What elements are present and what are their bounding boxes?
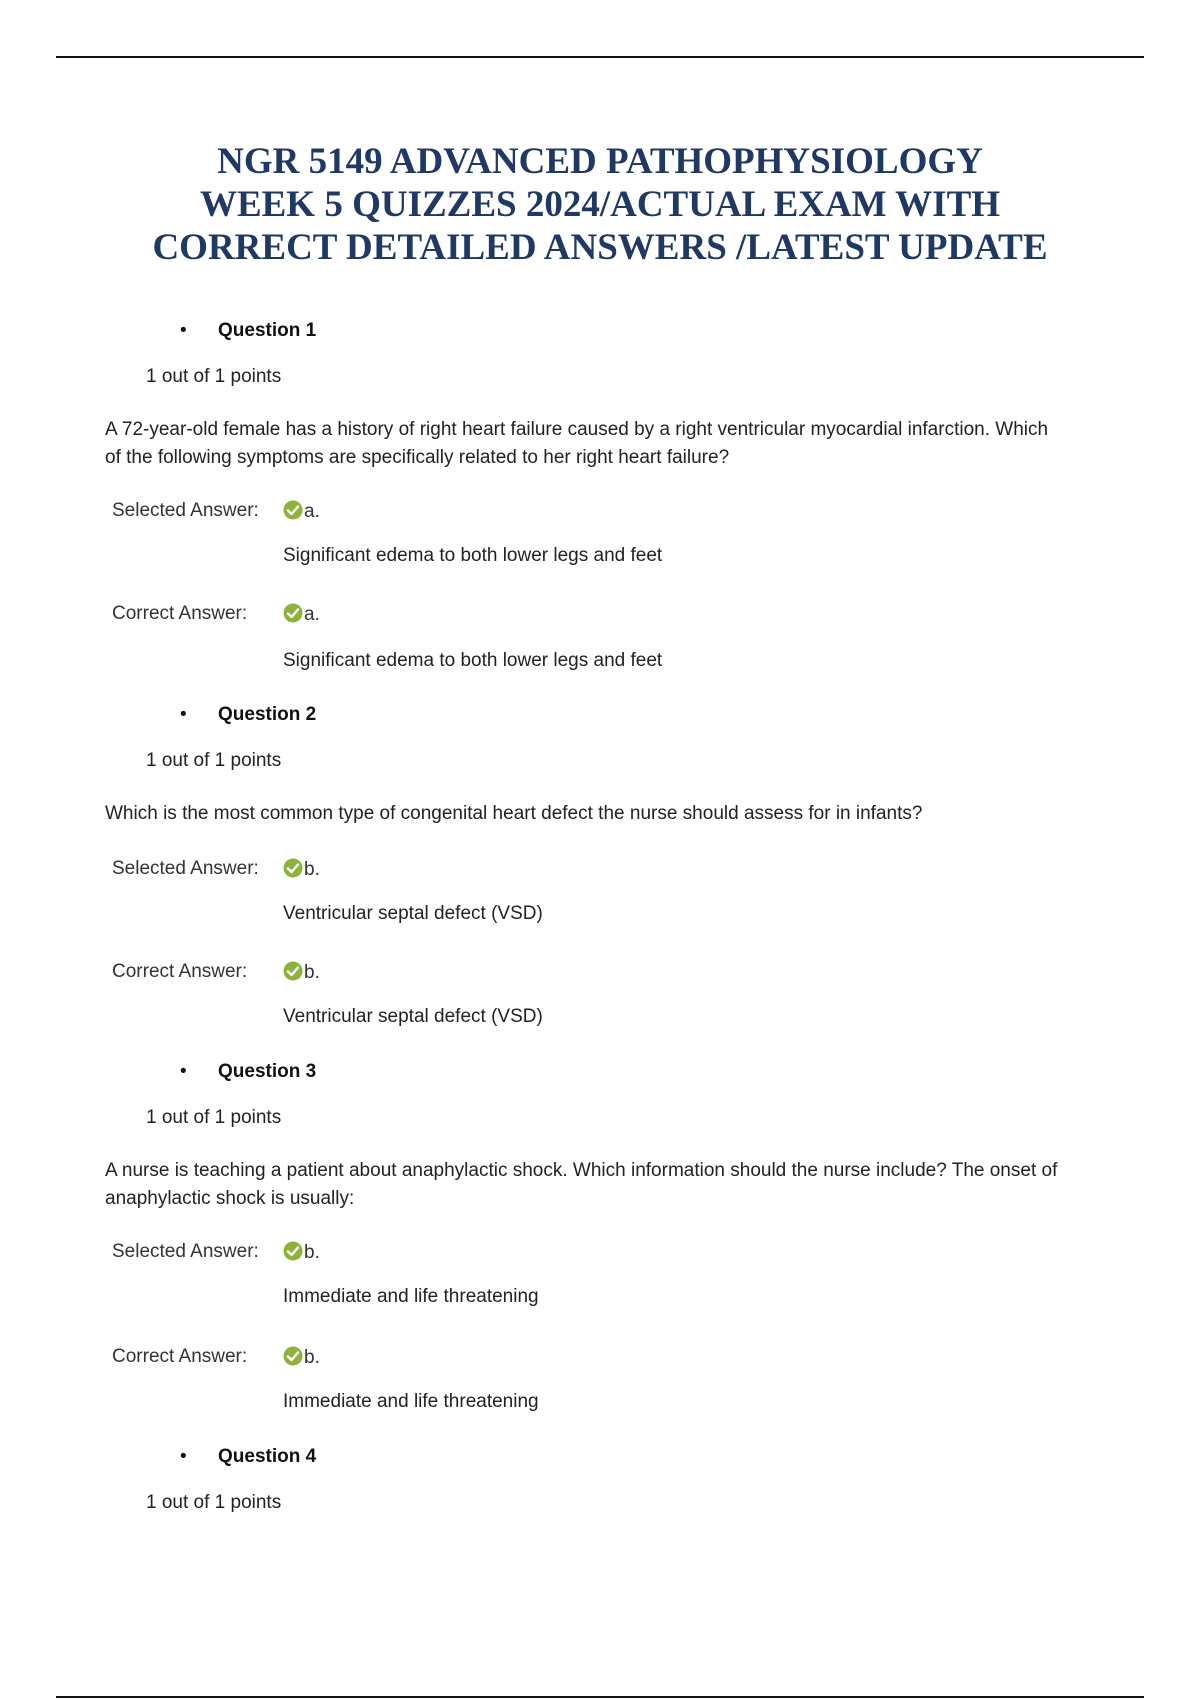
question-prompt: A nurse is teaching a patient about anaphylactic shock. Which information should the nurse include? The onset of anaphylactic shock is usually: (105, 1160, 1058, 1209)
check-icon (283, 1346, 303, 1366)
correct-answer-label: Correct Answer: (112, 1346, 248, 1367)
correct-answer-label: Correct Answer: (112, 961, 248, 982)
question-label: Question 1 (218, 320, 317, 341)
correct-answer-text: Significant edema to both lower legs and feet (283, 650, 663, 671)
selected-answer-letter (283, 500, 320, 523)
question-label: Question 2 (218, 704, 317, 725)
title-line: NGR 5149 ADVANCED PATHOPHYSIOLOGY (217, 141, 983, 182)
correct-answer-letter (283, 1346, 320, 1369)
points-text: 1 out of 1 points (146, 750, 282, 771)
points-text: 1 out of 1 points (146, 366, 282, 387)
answer-letter: b. (304, 962, 320, 983)
correct-answer-letter (283, 603, 320, 626)
selected-answer-letter (283, 1241, 320, 1264)
points-text: 1 out of 1 points (146, 1107, 282, 1128)
question-label: Question 4 (218, 1446, 317, 1467)
correct-answer-text: Ventricular septal defect (VSD) (283, 1006, 543, 1027)
selected-answer-text: Immediate and life threatening (283, 1286, 539, 1307)
selected-answer-text: Significant edema to both lower legs and feet (283, 545, 663, 566)
bottom-rule (56, 1696, 1144, 1698)
answer-letter: b. (304, 1242, 320, 1263)
bullet: • (180, 320, 187, 341)
check-icon (283, 858, 303, 878)
correct-answer-text: Immediate and life threatening (283, 1391, 539, 1412)
question-label: Question 3 (218, 1061, 317, 1082)
selected-answer-label: Selected Answer: (112, 500, 259, 521)
answer-letter: a. (304, 501, 320, 522)
selected-answer-text: Ventricular septal defect (VSD) (283, 903, 543, 924)
check-icon (283, 961, 303, 981)
answer-letter: a. (304, 604, 320, 625)
selected-answer-label: Selected Answer: (112, 1241, 259, 1262)
bullet: • (180, 1061, 187, 1082)
question-prompt: A 72-year-old female has a history of right heart failure caused by a right ventricular myocardial infarction. Which of the following symptoms are specifically related to her right heart failure? (105, 419, 1049, 468)
top-rule (56, 56, 1144, 58)
correct-answer-label: Correct Answer: (112, 603, 248, 624)
question-prompt: Which is the most common type of congenital heart defect the nurse should assess for in infants? (105, 803, 923, 824)
answer-letter: b. (304, 859, 320, 880)
title-line: WEEK 5 QUIZZES 2024/ACTUAL EXAM WITH (199, 184, 1001, 225)
points-text: 1 out of 1 points (146, 1492, 282, 1513)
check-icon (283, 1241, 303, 1261)
title-line: CORRECT DETAILED ANSWERS /LATEST UPDATE (152, 227, 1048, 268)
check-icon (283, 500, 303, 520)
document-title (60, 140, 1140, 269)
bullet: • (180, 1446, 187, 1467)
check-icon (283, 603, 303, 623)
selected-answer-label: Selected Answer: (112, 858, 259, 879)
correct-answer-letter (283, 961, 320, 984)
bullet: • (180, 704, 187, 725)
selected-answer-letter (283, 858, 320, 881)
answer-letter: b. (304, 1347, 320, 1368)
